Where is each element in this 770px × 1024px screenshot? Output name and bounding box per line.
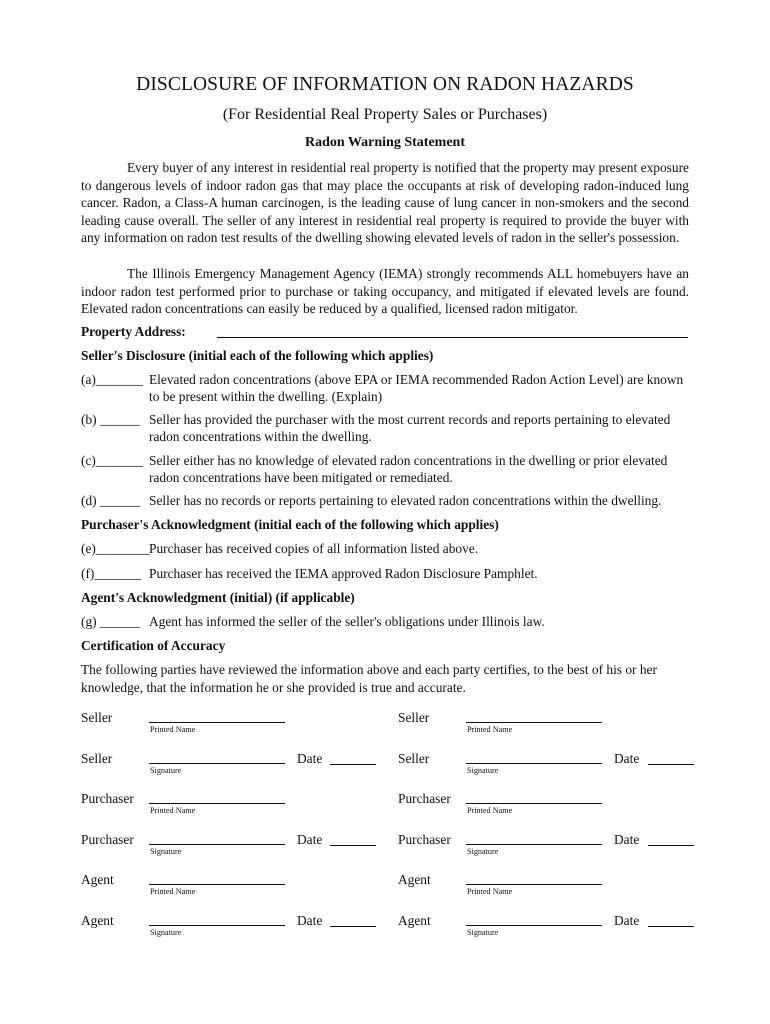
purchaser-option-e-initial[interactable]: (e)________ <box>81 541 150 556</box>
property-address-field[interactable] <box>217 337 688 338</box>
document-subtitle: (For Residential Real Property Sales or Purchases) <box>222 106 548 123</box>
signature-caption: Signature <box>150 928 182 937</box>
purchaser-1-label: Purchaser <box>81 791 134 806</box>
agent-2-date-field[interactable] <box>648 926 694 927</box>
agent-2-label: Agent <box>398 872 431 887</box>
agent-1-printed-name-field[interactable] <box>149 884 285 885</box>
seller-option-d-text: Seller has no records or reports pertaining to elevated radon concentrations within the dwelling. <box>149 493 662 508</box>
agent-option-g-text: Agent has informed the seller of the seller's obligations under Illinois law. <box>149 614 545 629</box>
agent-ack-heading: Agent's Acknowledgment (initial) (if applicable) <box>81 590 355 605</box>
warning-paragraph: Every buyer of any interest in residential real property is notified that the property may present exposure to dangerous levels of indoor radon gas that may place the occupants at risk of developing radon-induced lung cancer. Radon, a Class-A human carcinogen, is the leading cause of lung cancer in non-smokers and the second leading cause overall. The seller of any interest in residential real property is required to provide the buyer with any information on radon test results of the dwelling showing elevated levels of radon in the seller's possession. <box>81 160 689 246</box>
agent-option-g-initial[interactable]: (g) ______ <box>81 614 141 629</box>
seller-1-label: Seller <box>81 710 113 725</box>
agent-2-signature-field[interactable] <box>466 925 602 926</box>
purchaser-option-f[interactable] <box>81 566 696 583</box>
signature-caption: Signature <box>467 928 499 937</box>
date-label: Date <box>614 832 640 847</box>
date-label: Date <box>297 832 323 847</box>
signature-caption: Signature <box>467 847 499 856</box>
purchaser-option-f-text: Purchaser has received the IEMA approved Radon Disclosure Pamphlet. <box>149 566 538 581</box>
seller-option-b-initial[interactable]: (b) ______ <box>81 412 141 427</box>
agent-1-label: Agent <box>81 872 114 887</box>
seller-1-date-field[interactable] <box>330 764 376 765</box>
agent-option-g[interactable] <box>81 614 696 631</box>
date-label: Date <box>297 913 323 928</box>
agent-1-date-field[interactable] <box>330 926 376 927</box>
seller-2-date-field[interactable] <box>648 764 694 765</box>
purchaser-1-date-field[interactable] <box>330 845 376 846</box>
purchaser-2-label: Purchaser <box>398 791 451 806</box>
purchaser-2-printed-name-field[interactable] <box>466 803 602 804</box>
iema-paragraph: The Illinois Emergency Management Agency (IEMA) strongly recommends ALL homebuyers have an indoor radon test performed prior to purchase or taking occupancy, and mitigated if elevated levels are found. Elevated radon concentrations can easily be reduced by a qualified, licensed radon mitigator. <box>81 266 689 317</box>
signature-caption: Signature <box>150 766 182 775</box>
seller-option-a-text: Elevated radon concentrations (above EPA or IEMA recommended Radon Action Level) are known to be present within the dwelling. (Explain) <box>149 372 684 404</box>
date-label: Date <box>614 913 640 928</box>
seller-option-c-initial[interactable]: (c)_______ <box>81 453 143 468</box>
purchaser-1-label: Purchaser <box>81 832 134 847</box>
purchaser-1-signature-field[interactable] <box>149 844 285 845</box>
seller-option-b[interactable] <box>81 412 696 445</box>
signature-caption: Signature <box>467 766 499 775</box>
seller-disclosure-heading: Seller's Disclosure (initial each of the following which applies) <box>81 348 434 363</box>
agent-2-printed-name-field[interactable] <box>466 884 602 885</box>
purchaser-2-signature-field[interactable] <box>466 844 602 845</box>
certification-text: The following parties have reviewed the information above and each party certifies, to the best of his or her knowledge, that the information he or she provided is true and accurate. <box>81 662 657 695</box>
seller-1-signature-field[interactable] <box>149 763 285 764</box>
purchaser-option-e-text: Purchaser has received copies of all information listed above. <box>149 541 479 556</box>
purchaser-2-date-field[interactable] <box>648 845 694 846</box>
seller-2-label: Seller <box>398 710 430 725</box>
document-title: DISCLOSURE OF INFORMATION ON RADON HAZARDS <box>136 74 634 95</box>
seller-2-signature-field[interactable] <box>466 763 602 764</box>
date-label: Date <box>297 751 323 766</box>
purchaser-option-f-initial[interactable]: (f)_______ <box>81 566 142 581</box>
printed-name-caption: Printed Name <box>150 887 196 896</box>
agent-1-label: Agent <box>81 913 114 928</box>
seller-2-label: Seller <box>398 751 430 766</box>
purchaser-1-printed-name-field[interactable] <box>149 803 285 804</box>
date-label: Date <box>614 751 640 766</box>
seller-1-printed-name-field[interactable] <box>149 722 285 723</box>
seller-option-c[interactable] <box>81 453 696 486</box>
signature-caption: Signature <box>150 847 182 856</box>
seller-option-c-text: Seller either has no knowledge of elevated radon concentrations in the dwelling or prior elevated radon concentrations have been mitigated or remediated. <box>149 453 668 485</box>
seller-option-a-initial[interactable]: (a)_______ <box>81 372 143 387</box>
printed-name-caption: Printed Name <box>150 806 196 815</box>
property-address-label: Property Address: <box>81 324 186 339</box>
agent-1-signature-field[interactable] <box>149 925 285 926</box>
printed-name-caption: Printed Name <box>150 725 196 734</box>
purchaser-2-label: Purchaser <box>398 832 451 847</box>
warning-heading: Radon Warning Statement <box>305 135 465 150</box>
purchaser-option-e[interactable] <box>81 541 696 558</box>
seller-option-b-text: Seller has provided the purchaser with the most current records and reports pertaining to elevated radon concentrations within the dwelling. <box>149 412 671 444</box>
purchaser-ack-heading: Purchaser's Acknowledgment (initial each of the following which applies) <box>81 517 499 532</box>
certification-heading: Certification of Accuracy <box>81 638 226 653</box>
agent-2-label: Agent <box>398 913 431 928</box>
printed-name-caption: Printed Name <box>467 887 513 896</box>
seller-2-printed-name-field[interactable] <box>466 722 602 723</box>
seller-option-d-initial[interactable]: (d) ______ <box>81 493 141 508</box>
seller-1-label: Seller <box>81 751 113 766</box>
printed-name-caption: Printed Name <box>467 725 513 734</box>
printed-name-caption: Printed Name <box>467 806 513 815</box>
seller-option-a[interactable] <box>81 372 696 405</box>
seller-option-d[interactable] <box>81 493 696 510</box>
